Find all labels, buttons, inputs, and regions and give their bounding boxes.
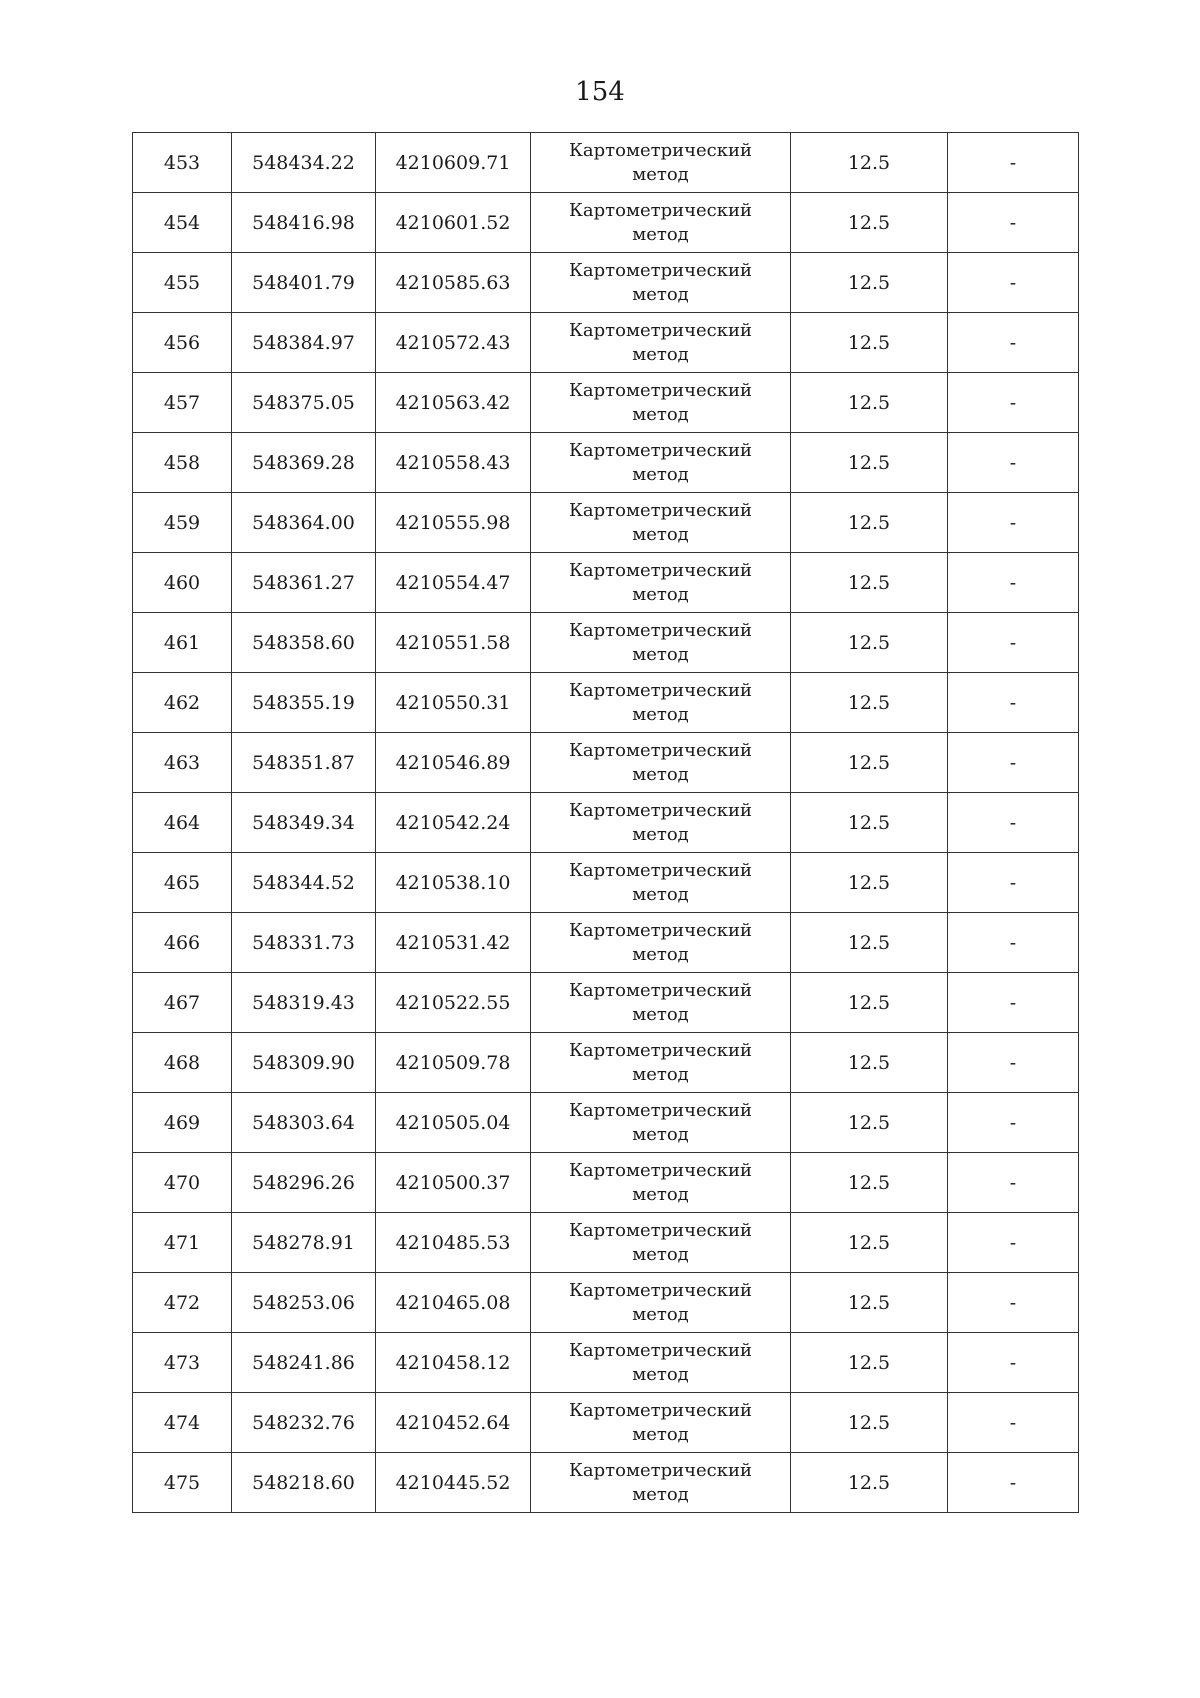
method-cell: [531, 673, 791, 733]
x-coordinate-cell: 548303.64: [232, 1093, 376, 1153]
method-text-line-2: метод: [632, 283, 689, 305]
point-number-cell: 463: [133, 733, 232, 793]
accuracy-cell: 12.5: [791, 253, 948, 313]
accuracy-cell: 12.5: [791, 553, 948, 613]
point-number-cell: 464: [133, 793, 232, 853]
method-cell: [531, 433, 791, 493]
method-cell: [531, 373, 791, 433]
note-cell: -: [948, 613, 1079, 673]
method-cell: [531, 1393, 791, 1453]
table-row: [133, 1333, 1079, 1393]
method-text-line-2: метод: [632, 1363, 689, 1385]
point-number-cell: 453: [133, 133, 232, 193]
y-coordinate-cell: 4210465.08: [376, 1273, 531, 1333]
note-cell: -: [948, 1453, 1079, 1513]
note-cell: -: [948, 913, 1079, 973]
method-text-line-2: метод: [632, 523, 689, 545]
method-cell: [531, 553, 791, 613]
point-number-cell: 465: [133, 853, 232, 913]
point-number-cell: 462: [133, 673, 232, 733]
note-cell: -: [948, 1273, 1079, 1333]
accuracy-cell: 12.5: [791, 1033, 948, 1093]
table-row: [133, 853, 1079, 913]
y-coordinate-cell: 4210458.12: [376, 1333, 531, 1393]
method-cell: [531, 1273, 791, 1333]
y-coordinate-cell: 4210522.55: [376, 973, 531, 1033]
table-row: [133, 973, 1079, 1033]
table-row: [133, 193, 1079, 253]
point-number-cell: 474: [133, 1393, 232, 1453]
method-cell: [531, 1093, 791, 1153]
method-text-line-1: Картометрический: [569, 1039, 752, 1061]
method-text-line-1: Картометрический: [569, 679, 752, 701]
method-text-line-2: метод: [632, 1063, 689, 1085]
point-number-cell: 461: [133, 613, 232, 673]
table-row: [133, 793, 1079, 853]
table-row: [133, 1453, 1079, 1513]
y-coordinate-cell: 4210551.58: [376, 613, 531, 673]
table-row: [133, 313, 1079, 373]
method-cell: [531, 493, 791, 553]
method-text-line-1: Картометрический: [569, 559, 752, 581]
method-cell: [531, 913, 791, 973]
method-text-line-2: метод: [632, 883, 689, 905]
method-text-line-2: метод: [632, 463, 689, 485]
note-cell: -: [948, 373, 1079, 433]
method-text-line-2: метод: [632, 763, 689, 785]
x-coordinate-cell: 548358.60: [232, 613, 376, 673]
method-text-line-2: метод: [632, 163, 689, 185]
table-row: [133, 133, 1079, 193]
method-text-line-1: Картометрический: [569, 739, 752, 761]
note-cell: -: [948, 1393, 1079, 1453]
method-text-line-1: Картометрический: [569, 1459, 752, 1481]
method-cell: [531, 733, 791, 793]
method-cell: [531, 133, 791, 193]
method-text-line-1: Картометрический: [569, 859, 752, 881]
accuracy-cell: 12.5: [791, 853, 948, 913]
point-number-cell: 456: [133, 313, 232, 373]
table-row: [133, 1093, 1079, 1153]
table-row: [133, 433, 1079, 493]
accuracy-cell: 12.5: [791, 133, 948, 193]
note-cell: -: [948, 1213, 1079, 1273]
method-text-line-1: Картометрический: [569, 199, 752, 221]
accuracy-cell: 12.5: [791, 1273, 948, 1333]
accuracy-cell: 12.5: [791, 1153, 948, 1213]
method-cell: [531, 1333, 791, 1393]
method-cell: [531, 973, 791, 1033]
accuracy-cell: 12.5: [791, 1093, 948, 1153]
note-cell: -: [948, 973, 1079, 1033]
method-text-line-2: метод: [632, 1303, 689, 1325]
note-cell: -: [948, 793, 1079, 853]
point-number-cell: 468: [133, 1033, 232, 1093]
method-cell: [531, 613, 791, 673]
note-cell: -: [948, 1333, 1079, 1393]
x-coordinate-cell: 548361.27: [232, 553, 376, 613]
y-coordinate-cell: 4210550.31: [376, 673, 531, 733]
table-row: [133, 613, 1079, 673]
method-cell: [531, 193, 791, 253]
method-text-line-1: Картометрический: [569, 979, 752, 1001]
table-row: [133, 253, 1079, 313]
page-number: 154: [575, 77, 625, 107]
x-coordinate-cell: 548355.19: [232, 673, 376, 733]
method-text-line-1: Картометрический: [569, 439, 752, 461]
point-number-cell: 458: [133, 433, 232, 493]
point-number-cell: 466: [133, 913, 232, 973]
method-text-line-2: метод: [632, 403, 689, 425]
note-cell: -: [948, 313, 1079, 373]
point-number-cell: 454: [133, 193, 232, 253]
x-coordinate-cell: 548331.73: [232, 913, 376, 973]
table-row: [133, 553, 1079, 613]
method-cell: [531, 793, 791, 853]
method-cell: [531, 313, 791, 373]
method-text-line-1: Картометрический: [569, 1159, 752, 1181]
accuracy-cell: 12.5: [791, 793, 948, 853]
note-cell: -: [948, 1093, 1079, 1153]
y-coordinate-cell: 4210601.52: [376, 193, 531, 253]
method-text-line-1: Картометрический: [569, 919, 752, 941]
point-number-cell: 472: [133, 1273, 232, 1333]
x-coordinate-cell: 548344.52: [232, 853, 376, 913]
x-coordinate-cell: 548384.97: [232, 313, 376, 373]
x-coordinate-cell: 548401.79: [232, 253, 376, 313]
x-coordinate-cell: 548369.28: [232, 433, 376, 493]
table-row: [133, 1153, 1079, 1213]
accuracy-cell: 12.5: [791, 913, 948, 973]
table-row: [133, 1273, 1079, 1333]
accuracy-cell: 12.5: [791, 973, 948, 1033]
y-coordinate-cell: 4210538.10: [376, 853, 531, 913]
method-text-line-1: Картометрический: [569, 259, 752, 281]
table-row: [133, 673, 1079, 733]
x-coordinate-cell: 548416.98: [232, 193, 376, 253]
y-coordinate-cell: 4210546.89: [376, 733, 531, 793]
accuracy-cell: 12.5: [791, 1393, 948, 1453]
note-cell: -: [948, 253, 1079, 313]
y-coordinate-cell: 4210572.43: [376, 313, 531, 373]
method-cell: [531, 1213, 791, 1273]
table-body: [133, 133, 1079, 1513]
method-text-line-1: Картометрический: [569, 379, 752, 401]
method-text-line-2: метод: [632, 1423, 689, 1445]
y-coordinate-cell: 4210500.37: [376, 1153, 531, 1213]
table-row: [133, 1213, 1079, 1273]
accuracy-cell: 12.5: [791, 673, 948, 733]
point-number-cell: 459: [133, 493, 232, 553]
accuracy-cell: 12.5: [791, 493, 948, 553]
y-coordinate-cell: 4210531.42: [376, 913, 531, 973]
x-coordinate-cell: 548375.05: [232, 373, 376, 433]
x-coordinate-cell: 548434.22: [232, 133, 376, 193]
method-text-line-1: Картометрический: [569, 1099, 752, 1121]
method-text-line-2: метод: [632, 703, 689, 725]
method-text-line-1: Картометрический: [569, 1219, 752, 1241]
method-cell: [531, 253, 791, 313]
point-number-cell: 473: [133, 1333, 232, 1393]
accuracy-cell: 12.5: [791, 193, 948, 253]
note-cell: -: [948, 1033, 1079, 1093]
x-coordinate-cell: 548253.06: [232, 1273, 376, 1333]
x-coordinate-cell: 548232.76: [232, 1393, 376, 1453]
method-text-line-1: Картометрический: [569, 1339, 752, 1361]
accuracy-cell: 12.5: [791, 1453, 948, 1513]
y-coordinate-cell: 4210452.64: [376, 1393, 531, 1453]
note-cell: -: [948, 193, 1079, 253]
accuracy-cell: 12.5: [791, 1333, 948, 1393]
note-cell: -: [948, 733, 1079, 793]
x-coordinate-cell: 548278.91: [232, 1213, 376, 1273]
point-number-cell: 469: [133, 1093, 232, 1153]
note-cell: -: [948, 493, 1079, 553]
point-number-cell: 460: [133, 553, 232, 613]
note-cell: -: [948, 133, 1079, 193]
table-row: [133, 913, 1079, 973]
x-coordinate-cell: 548296.26: [232, 1153, 376, 1213]
x-coordinate-cell: 548349.34: [232, 793, 376, 853]
x-coordinate-cell: 548351.87: [232, 733, 376, 793]
method-text-line-2: метод: [632, 583, 689, 605]
y-coordinate-cell: 4210485.53: [376, 1213, 531, 1273]
y-coordinate-cell: 4210558.43: [376, 433, 531, 493]
note-cell: -: [948, 853, 1079, 913]
x-coordinate-cell: 548309.90: [232, 1033, 376, 1093]
note-cell: -: [948, 433, 1079, 493]
table-row: [133, 493, 1079, 553]
x-coordinate-cell: 548241.86: [232, 1333, 376, 1393]
accuracy-cell: 12.5: [791, 613, 948, 673]
method-text-line-2: метод: [632, 223, 689, 245]
point-number-cell: 467: [133, 973, 232, 1033]
coordinates-table: [132, 132, 1079, 1513]
x-coordinate-cell: 548319.43: [232, 973, 376, 1033]
y-coordinate-cell: 4210505.04: [376, 1093, 531, 1153]
accuracy-cell: 12.5: [791, 733, 948, 793]
point-number-cell: 470: [133, 1153, 232, 1213]
method-cell: [531, 1453, 791, 1513]
point-number-cell: 471: [133, 1213, 232, 1273]
table-row: [133, 1393, 1079, 1453]
method-text-line-2: метод: [632, 1243, 689, 1265]
point-number-cell: 457: [133, 373, 232, 433]
accuracy-cell: 12.5: [791, 1213, 948, 1273]
method-cell: [531, 1033, 791, 1093]
accuracy-cell: 12.5: [791, 373, 948, 433]
method-text-line-2: метод: [632, 1003, 689, 1025]
y-coordinate-cell: 4210509.78: [376, 1033, 531, 1093]
method-text-line-1: Картометрический: [569, 1279, 752, 1301]
point-number-cell: 455: [133, 253, 232, 313]
method-text-line-1: Картометрический: [569, 799, 752, 821]
note-cell: -: [948, 673, 1079, 733]
method-cell: [531, 853, 791, 913]
method-text-line-2: метод: [632, 643, 689, 665]
method-text-line-1: Картометрический: [569, 319, 752, 341]
y-coordinate-cell: 4210563.42: [376, 373, 531, 433]
note-cell: -: [948, 1153, 1079, 1213]
y-coordinate-cell: 4210554.47: [376, 553, 531, 613]
method-cell: [531, 1153, 791, 1213]
method-text-line-1: Картометрический: [569, 499, 752, 521]
accuracy-cell: 12.5: [791, 313, 948, 373]
method-text-line-2: метод: [632, 1483, 689, 1505]
x-coordinate-cell: 548218.60: [232, 1453, 376, 1513]
y-coordinate-cell: 4210555.98: [376, 493, 531, 553]
method-text-line-2: метод: [632, 1183, 689, 1205]
y-coordinate-cell: 4210609.71: [376, 133, 531, 193]
method-text-line-2: метод: [632, 823, 689, 845]
y-coordinate-cell: 4210542.24: [376, 793, 531, 853]
table-row: [133, 1033, 1079, 1093]
method-text-line-2: метод: [632, 943, 689, 965]
x-coordinate-cell: 548364.00: [232, 493, 376, 553]
method-text-line-2: метод: [632, 343, 689, 365]
y-coordinate-cell: 4210445.52: [376, 1453, 531, 1513]
table-row: [133, 373, 1079, 433]
method-text-line-1: Картометрический: [569, 619, 752, 641]
y-coordinate-cell: 4210585.63: [376, 253, 531, 313]
method-text-line-2: метод: [632, 1123, 689, 1145]
method-text-line-1: Картометрический: [569, 1399, 752, 1421]
method-text-line-1: Картометрический: [569, 139, 752, 161]
point-number-cell: 475: [133, 1453, 232, 1513]
note-cell: -: [948, 553, 1079, 613]
accuracy-cell: 12.5: [791, 433, 948, 493]
table-row: [133, 733, 1079, 793]
